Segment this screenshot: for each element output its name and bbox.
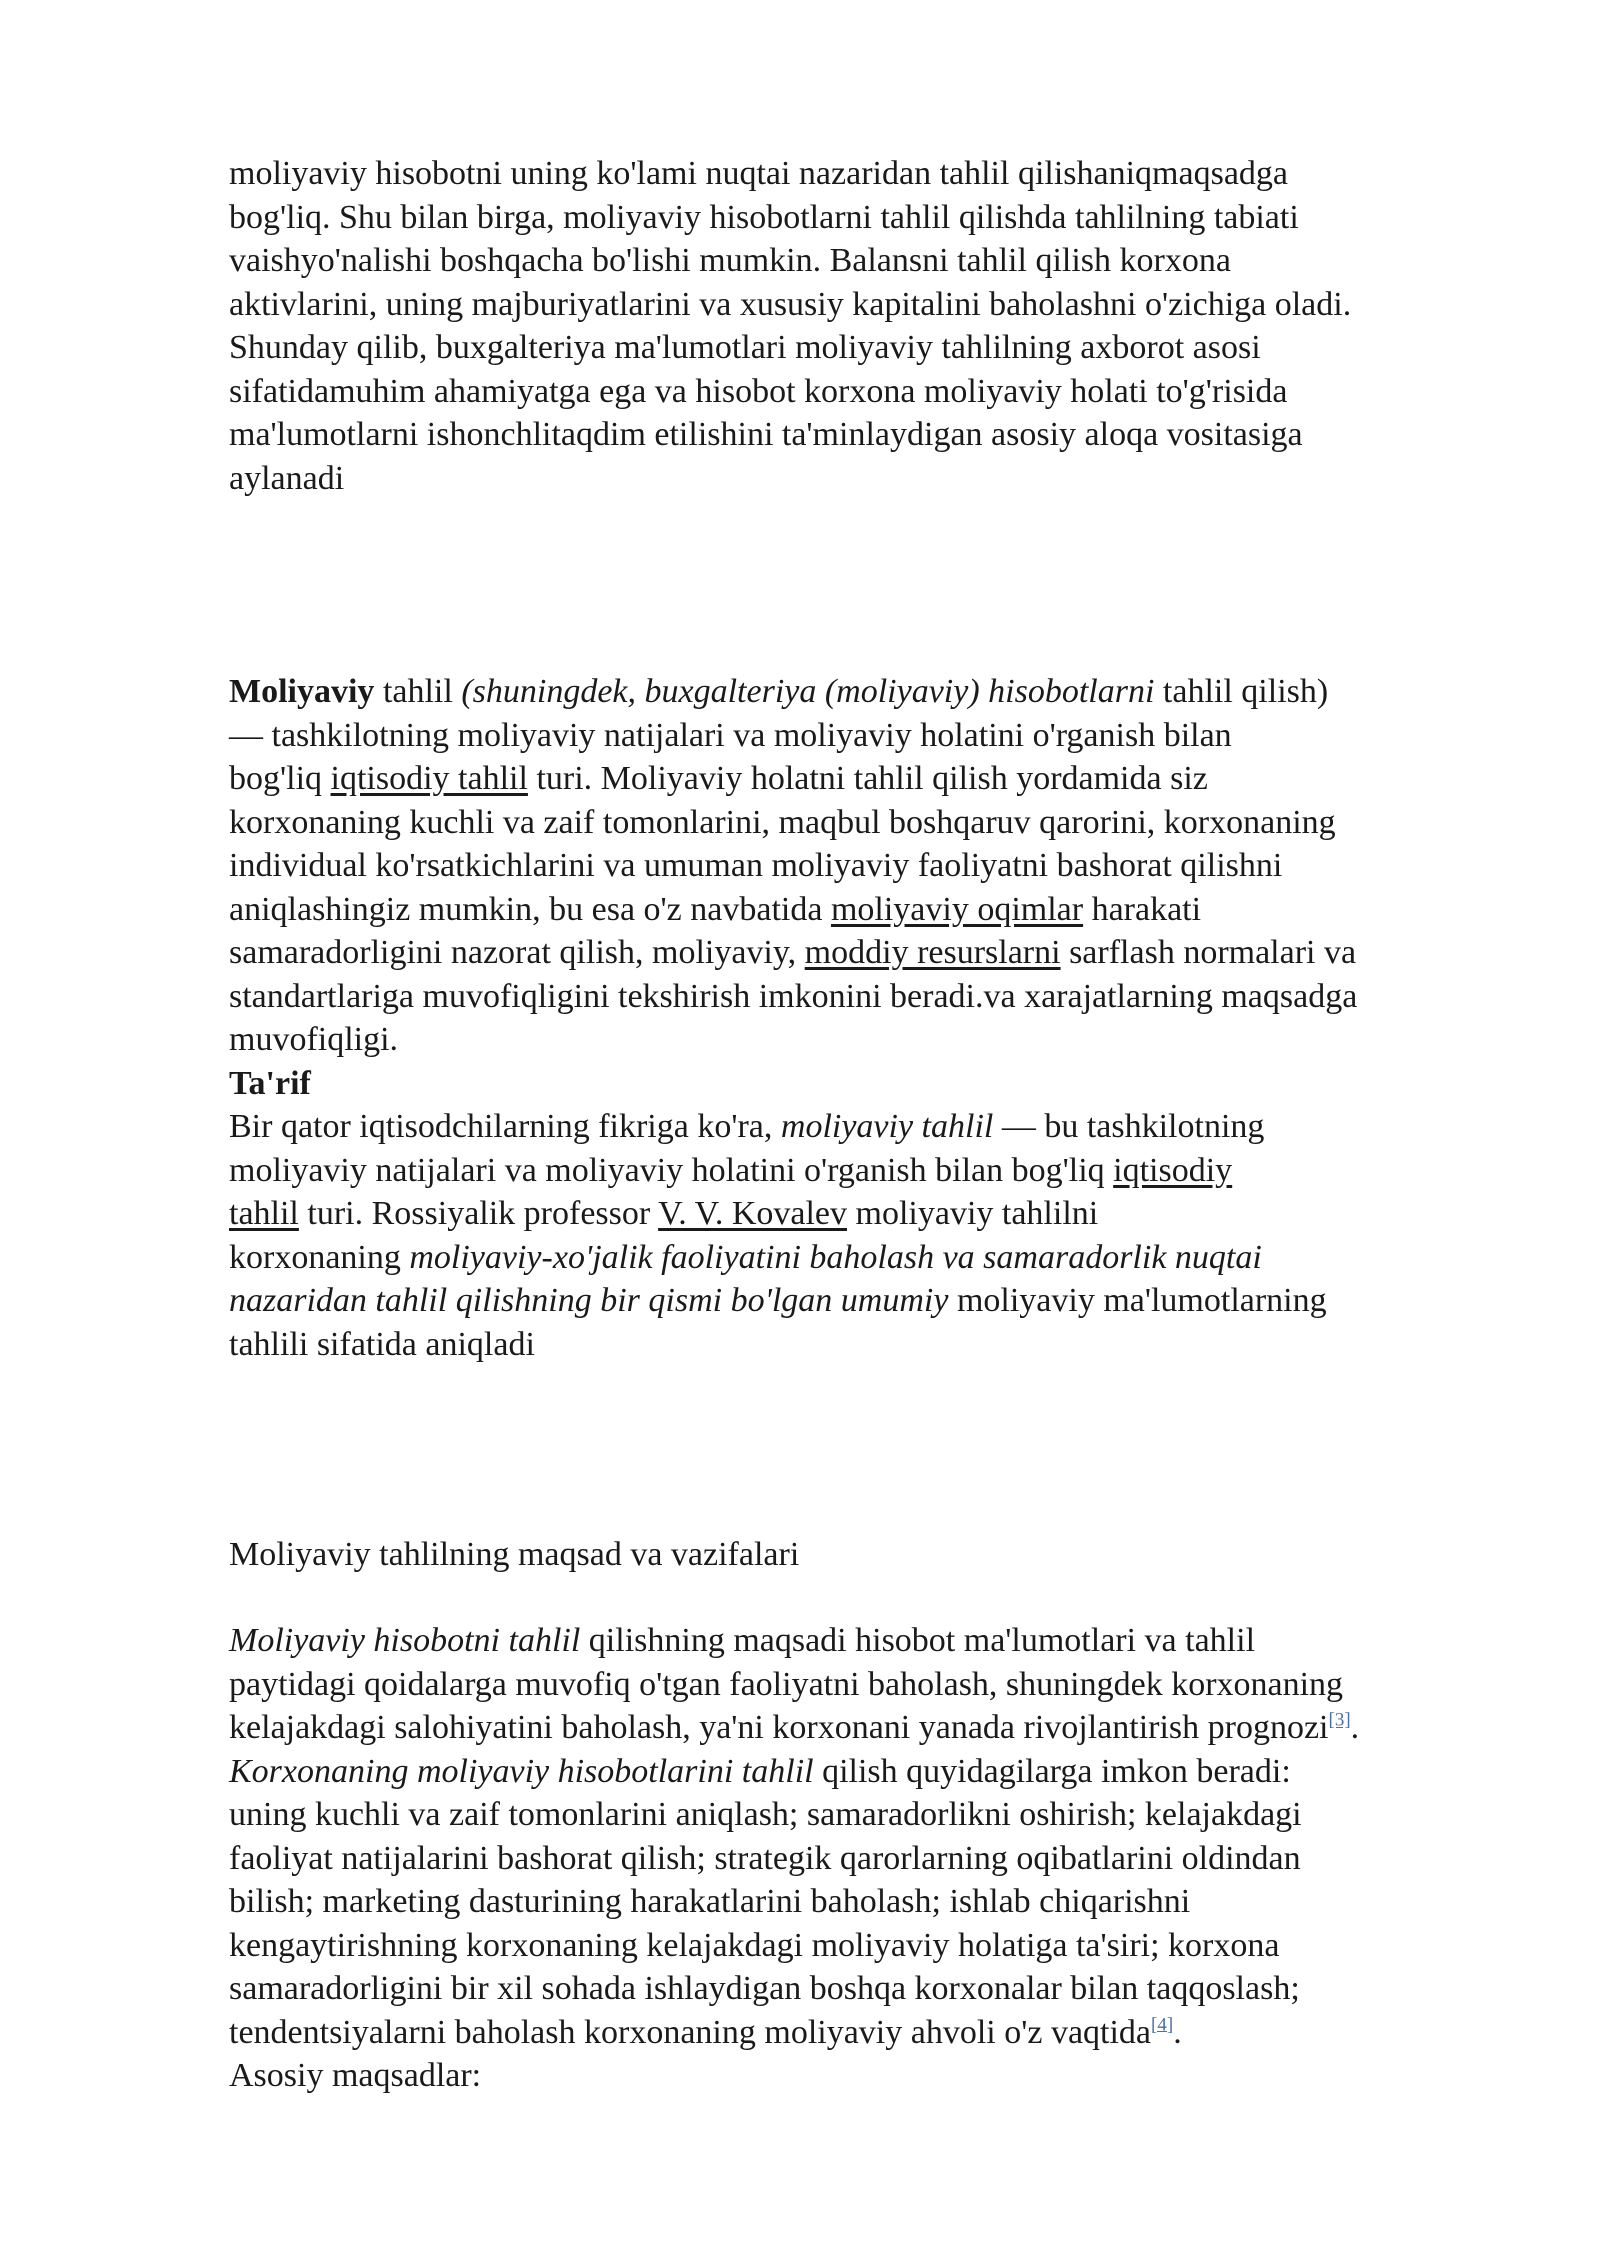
text-line: kengaytirishning korxonaning kelajakdagi moliyaviy holatiga ta'siri; korxona: [229, 1926, 1280, 1964]
link-iqtisodiy-tahlil-2-cont[interactable]: tahlil: [229, 1195, 299, 1232]
text-line: paytidagi qoidalarga muvofiq o'tgan faoliyatni baholash, shuningdek korxonaning: [229, 1665, 1344, 1703]
text-line: Moliyaviy hisobotni tahlil qilishning maqsadi hisobot ma'lumotlari va tahlil: [229, 1622, 1256, 1659]
italic-text: Korxonaning moliyaviy hisobotlarini tahlil: [229, 1752, 814, 1790]
text-line: tahlili sifatida aniqladi: [229, 1325, 535, 1363]
text-line: standartlariga muvofiqligini tekshirish imkonini beradi.va xarajatlarning maqsadga: [229, 977, 1358, 1015]
text-line: bog'liq iqtisodiy tahlil turi. Moliyaviy holatni tahlil qilish yordamida siz: [229, 760, 1208, 797]
text-line: ma'lumotlarni ishonchlitaqdim etilishini ta'minlaydigan asosiy aloqa vositasiga: [229, 416, 1303, 453]
text-line: faoliyat natijalarini bashorat qilish; strategik qarorlarning oqibatlarini oldindan: [229, 1839, 1301, 1877]
footnote-link-3[interactable]: [3]: [1328, 1709, 1351, 1731]
link-kovalev[interactable]: V. V. Kovalev: [658, 1195, 848, 1232]
text-line: sifatidamuhim ahamiyatga ega va hisobot korxona moliyaviy holati to'g'risida: [229, 372, 1288, 410]
intro-paragraph: [229, 152, 1489, 500]
text-line: Asosiy maqsadlar:: [229, 2057, 482, 2094]
text-line: moliyaviy natijalari va moliyaviy holatini o'rganish bilan bog'liq iqtisodiy: [229, 1151, 1233, 1189]
text-line: Korxonaning moliyaviy hisobotlarini tahlil qilish quyidagilarga imkon beradi:: [229, 1752, 1291, 1790]
link-iqtisodiy-tahlil-2[interactable]: iqtisodiy: [1113, 1151, 1233, 1189]
footnote-link-4[interactable]: [4]: [1151, 2014, 1174, 2036]
text-line: korxonaning kuchli va zaif tomonlarini, maqbul boshqaruv qarorini, korxonaning: [229, 803, 1336, 841]
text-line: nazaridan tahlil qilishning bir qismi bo'lgan umumiy moliyaviy ma'lumotlarning: [229, 1282, 1327, 1319]
italic-text: nazaridan tahlil qilishning bir qismi bo'lgan umumiy: [229, 1282, 949, 1319]
text-line: aniqlashingiz mumkin, bu esa o'z navbatida moliyaviy oqimlar harakati: [229, 890, 1202, 928]
link-iqtisodiy-tahlil[interactable]: iqtisodiy tahlil: [330, 760, 528, 797]
term-bold: Moliyaviy: [229, 673, 375, 710]
text-line: aktivlarini, uning majburiyatlarini va xususiy kapitalini baholashni o'zichiga oladi.: [229, 285, 1352, 323]
text-line: moliyaviy hisobotni uning ko'lami nuqtai nazaridan tahlil qilishaniqmaqsadga: [229, 155, 1288, 192]
text-line: tahlil turi. Rossiyalik professor V. V. Kovalev moliyaviy tahlilni: [229, 1195, 1099, 1232]
italic-text: Moliyaviy hisobotni tahlil: [229, 1622, 581, 1659]
italic-text: (shuningdek, buxgalteriya (moliyaviy) hisobotlarni: [461, 673, 1155, 710]
text-line: bog'liq. Shu bilan birga, moliyaviy hisobotlarni tahlil qilishda tahlilning tabiati: [229, 198, 1299, 236]
text-line: samaradorligini bir xil sohada ishlaydigan boshqa korxonalar bilan taqqoslash;: [229, 1970, 1300, 2007]
tarif-heading: Ta'rif: [229, 1064, 311, 1102]
text-line: uning kuchli va zaif tomonlarini aniqlash; samaradorlikni oshirish; kelajakdagi: [229, 1796, 1302, 1833]
text-line: — tashkilotning moliyaviy natijalari va moliyaviy holatini o'rganish bilan: [229, 716, 1232, 754]
text-line: Moliyaviy tahlil (shuningdek, buxgalteriya (moliyaviy) hisobotlarni tahlil qilish): [229, 673, 1329, 710]
text-line: Shunday qilib, buxgalteriya ma'lumotlari moliyaviy tahlilning axborot asosi: [229, 329, 1261, 366]
italic-text: moliyaviy-xo'jalik faoliyatini baholash va samaradorlik nuqtai: [409, 1238, 1262, 1276]
text-line: samaradorligini nazorat qilish, moliyaviy, moddiy resurslarni sarflash normalari va: [229, 934, 1357, 971]
link-moliyaviy-oqimlar[interactable]: moliyaviy oqimlar: [830, 890, 1084, 928]
text-line: aylanadi: [229, 459, 345, 497]
footnote-ref-4: [1151, 2014, 1173, 2035]
italic-text: moliyaviy tahlil: [780, 1108, 994, 1145]
text-line: Bir qator iqtisodchilarning fikriga ko'ra, moliyaviy tahlil — bu tashkilotning: [229, 1108, 1265, 1145]
section-body: [229, 1619, 1489, 2098]
text-line: korxonaning moliyaviy-xo'jalik faoliyatini baholash va samaradorlik nuqtai: [229, 1238, 1262, 1276]
text-line: muvofiqligi.: [229, 1021, 399, 1058]
footnote-ref-3: [1329, 1710, 1351, 1731]
text-line: vaishyo'nalishi boshqacha bo'lishi mumkin. Balansni tahlil qilish korxona: [229, 242, 1231, 279]
text-line: tendentsiyalarni baholash korxonaning moliyaviy ahvoli o'z vaqtida[4].: [229, 2013, 1182, 2051]
text-line: individual ko'rsatkichlarini va umuman moliyaviy faoliyatni bashorat qilishni: [229, 847, 1283, 884]
text-line: kelajakdagi salohiyatini baholash, ya'ni korxonani yanada rivojlantirish prognozi[3].: [229, 1709, 1360, 1746]
text-line: bilish; marketing dasturining harakatlarini baholash; ishlab chiqarishni: [229, 1883, 1191, 1920]
link-moddiy-resurslarni[interactable]: moddiy resurslarni: [804, 934, 1061, 971]
definition-paragraph: [229, 670, 1489, 1366]
section-title: Moliyaviy tahlilning maqsad va vazifalari: [229, 1536, 800, 1573]
